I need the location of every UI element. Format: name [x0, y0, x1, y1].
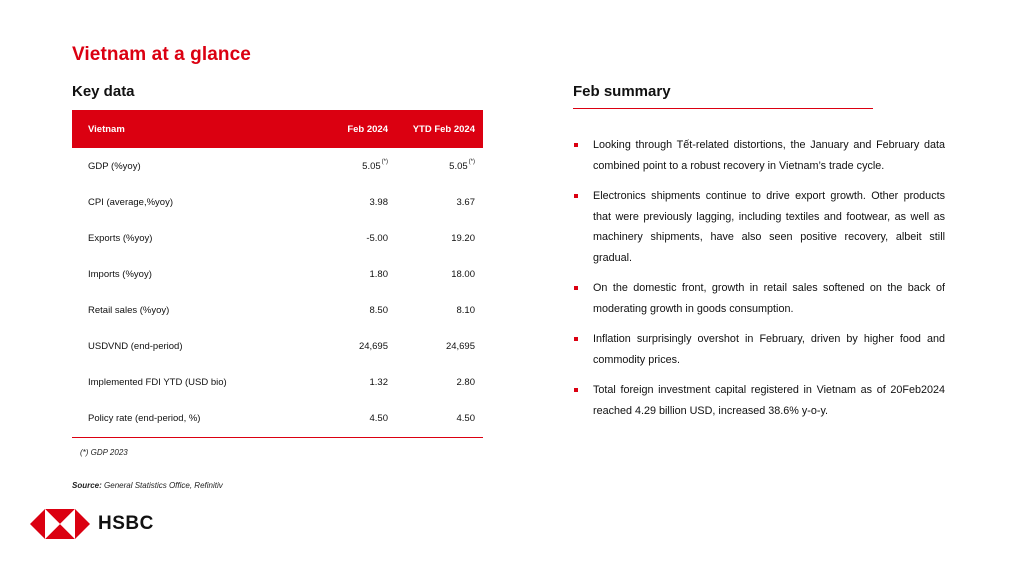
ytd-feb-2024-cell [408, 400, 483, 436]
table-row [72, 328, 483, 364]
summary-title: Feb summary [573, 83, 671, 100]
source-label: Source: [72, 481, 102, 490]
row-label: Retail sales (%yoy) [88, 304, 170, 316]
ytd-feb-2024-value: 19.20 [451, 232, 475, 244]
ytd-feb-2024-value: 3.67 [456, 196, 475, 208]
source-note [72, 481, 223, 490]
footnote-marker: (*) [381, 158, 388, 165]
feb-2024-value: 4.50 [369, 412, 388, 424]
feb-2024-cell [293, 148, 408, 184]
ytd-feb-2024-value: 8.10 [456, 304, 475, 316]
row-label: GDP (%yoy) [88, 160, 141, 172]
summary-bullet-list [573, 135, 945, 431]
row-label: Policy rate (end-period, %) [88, 412, 201, 424]
feb-2024-cell [293, 292, 408, 328]
feb-2024-cell [293, 400, 408, 436]
summary-bullet-text: Looking through Tết-related distortions, the January and February data combined point to a robust recovery in Vietnam’s trade cycle. [593, 139, 945, 172]
source-text: General Statistics Office, Refinitiv [104, 481, 223, 490]
summary-bullet-text: Total foreign investment capital registered in Vietnam as of 20Feb2024 reached 4.29 billion USD, increased 38.6% y-o-y. [593, 384, 945, 417]
summary-bullet [573, 329, 945, 370]
table-header-row [72, 110, 483, 148]
page-title: Vietnam at a glance [72, 44, 251, 65]
ytd-feb-2024-cell [408, 328, 483, 364]
ytd-feb-2024-cell [408, 292, 483, 328]
table-row [72, 220, 483, 256]
footnote-marker: (*) [468, 158, 475, 165]
ytd-feb-2024-cell [408, 148, 483, 184]
table-row [72, 148, 483, 184]
feb-2024-value: -5.00 [366, 232, 388, 244]
key-data-title: Key data [72, 83, 135, 100]
bullet-square-icon [574, 286, 578, 290]
ytd-feb-2024-value: 18.00 [451, 268, 475, 280]
header-country: Vietnam [88, 123, 125, 135]
ytd-feb-2024-value: 24,695 [445, 340, 475, 352]
summary-divider [573, 108, 873, 109]
feb-2024-cell [293, 328, 408, 364]
table-row [72, 256, 483, 292]
header-feb-2024: Feb 2024 [347, 123, 388, 135]
ytd-feb-2024-cell [408, 364, 483, 400]
table-row [72, 400, 483, 436]
bullet-square-icon [574, 388, 578, 392]
row-label: Implemented FDI YTD (USD bio) [88, 376, 227, 388]
table-row [72, 364, 483, 400]
summary-bullet-text: Inflation surprisingly overshot in February, driven by higher food and commodity prices. [593, 333, 945, 366]
feb-2024-cell [293, 220, 408, 256]
row-label: USDVND (end-period) [88, 340, 183, 352]
ytd-feb-2024-value: 5.05 [449, 160, 468, 172]
feb-2024-value: 1.80 [369, 268, 388, 280]
bullet-square-icon [574, 194, 578, 198]
summary-bullet-text: Electronics shipments continue to drive export growth. Other products that were previously lagging, including textiles and footwear, as well as machinery shipments, have also seen positive recovery, albeit still gradual. [593, 190, 945, 264]
feb-2024-cell [293, 364, 408, 400]
table-row [72, 292, 483, 328]
key-data-table [72, 110, 483, 436]
brand-name: HSBC [98, 513, 154, 534]
summary-bullet [573, 135, 945, 176]
feb-2024-value: 3.98 [369, 196, 388, 208]
summary-bullet [573, 278, 945, 319]
summary-bullet [573, 186, 945, 268]
table-footnote: (*) GDP 2023 [80, 448, 128, 457]
feb-2024-value: 1.32 [369, 376, 388, 388]
header-ytd-feb-2024: YTD Feb 2024 [412, 123, 475, 135]
ytd-feb-2024-cell [408, 220, 483, 256]
ytd-feb-2024-value: 4.50 [456, 412, 475, 424]
feb-2024-value: 5.05 [362, 160, 381, 172]
hsbc-hexagon-logo-icon [30, 509, 90, 539]
row-label: Imports (%yoy) [88, 268, 152, 280]
ytd-feb-2024-value: 2.80 [456, 376, 475, 388]
hsbc-logo [30, 509, 154, 539]
feb-2024-value: 8.50 [369, 304, 388, 316]
ytd-feb-2024-cell [408, 184, 483, 220]
row-label: CPI (average,%yoy) [88, 196, 174, 208]
feb-2024-value: 24,695 [358, 340, 388, 352]
summary-bullet [573, 380, 945, 421]
bullet-square-icon [574, 337, 578, 341]
table-row [72, 184, 483, 220]
summary-bullet-text: On the domestic front, growth in retail sales softened on the back of moderating growth in goods consumption. [593, 282, 945, 315]
feb-2024-cell [293, 184, 408, 220]
feb-2024-cell [293, 256, 408, 292]
bullet-square-icon [574, 143, 578, 147]
ytd-feb-2024-cell [408, 256, 483, 292]
row-label: Exports (%yoy) [88, 232, 153, 244]
table-bottom-rule [72, 437, 483, 438]
